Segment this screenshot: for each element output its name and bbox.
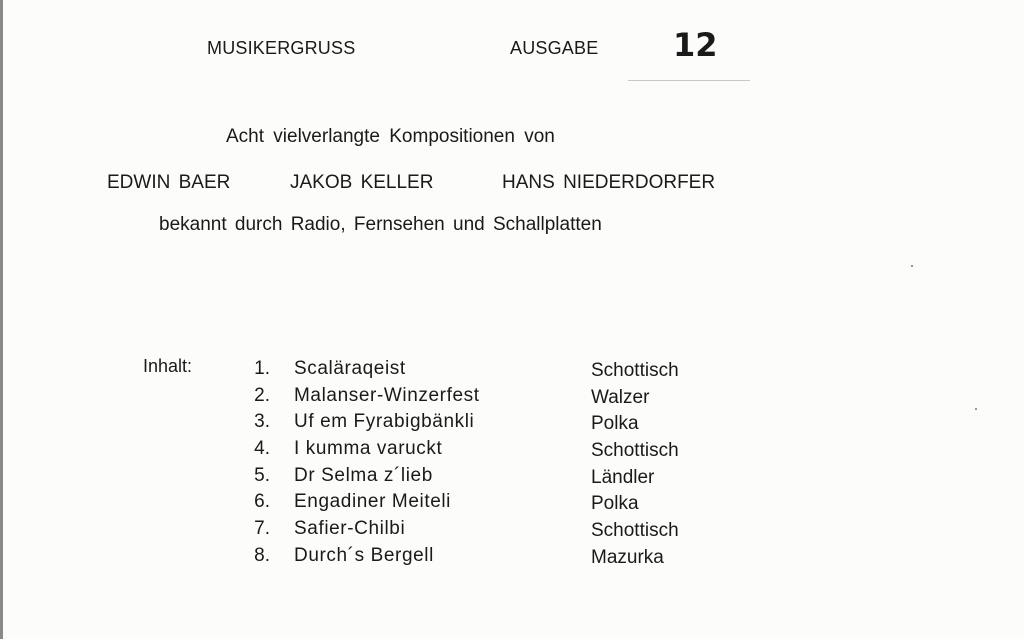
- composer-name: HANS NIEDERDORFER: [502, 172, 716, 193]
- intro-line: Acht vielverlangte Kompositionen von: [226, 126, 555, 147]
- list-item: [244, 438, 714, 465]
- item-number: 6.: [254, 491, 270, 513]
- list-item: [244, 411, 714, 438]
- list-item: [244, 358, 714, 385]
- issue-number: 12: [673, 26, 718, 64]
- item-dance: Schottisch: [591, 360, 679, 381]
- page-edge: [0, 0, 3, 639]
- list-item: [244, 518, 714, 545]
- item-dance: Schottisch: [591, 520, 679, 542]
- composer-name: JAKOB KELLER: [290, 172, 434, 193]
- list-item: [244, 491, 714, 518]
- item-title: Scaläraqeist: [294, 358, 406, 379]
- intro-subline: bekannt durch Radio, Fernsehen und Schallplatten: [159, 214, 602, 235]
- contents-label: Inhalt:: [143, 356, 193, 376]
- item-number: 7.: [254, 518, 270, 540]
- list-item: [244, 385, 714, 412]
- composer-name: EDWIN BAER: [107, 172, 231, 193]
- item-number: 8.: [254, 544, 270, 566]
- item-dance: Walzer: [591, 386, 650, 408]
- item-dance: Ländler: [591, 466, 655, 488]
- item-title: Malanser-Winzerfest: [294, 384, 480, 406]
- item-title: I kumma varuckt: [294, 438, 443, 460]
- item-title: Dr Selma z´lieb: [294, 464, 433, 486]
- item-title: Uf em Fyrabigbänkli: [294, 411, 475, 433]
- item-title: Engadiner Meiteli: [294, 491, 452, 513]
- item-number: 3.: [254, 411, 270, 433]
- item-dance: Polka: [591, 413, 639, 435]
- contents-list: [244, 358, 714, 572]
- item-title: Safier-Chilbi: [294, 518, 406, 540]
- item-number: 5.: [254, 464, 270, 486]
- paper-speck: [911, 265, 913, 267]
- item-title: Durch´s Bergell: [294, 544, 434, 566]
- item-number: 1.: [254, 358, 270, 379]
- list-item: [244, 465, 714, 492]
- item-dance: Polka: [591, 493, 639, 515]
- series-title: MUSIKERGRUSS: [207, 38, 356, 58]
- issue-underline: [628, 80, 750, 81]
- item-number: 4.: [254, 438, 270, 460]
- list-item: [244, 545, 714, 572]
- issue-label: AUSGABE: [510, 38, 599, 58]
- item-dance: Schottisch: [591, 440, 679, 462]
- paper-speck: [975, 408, 977, 410]
- item-dance: Mazurka: [591, 546, 664, 568]
- item-number: 2.: [254, 384, 270, 406]
